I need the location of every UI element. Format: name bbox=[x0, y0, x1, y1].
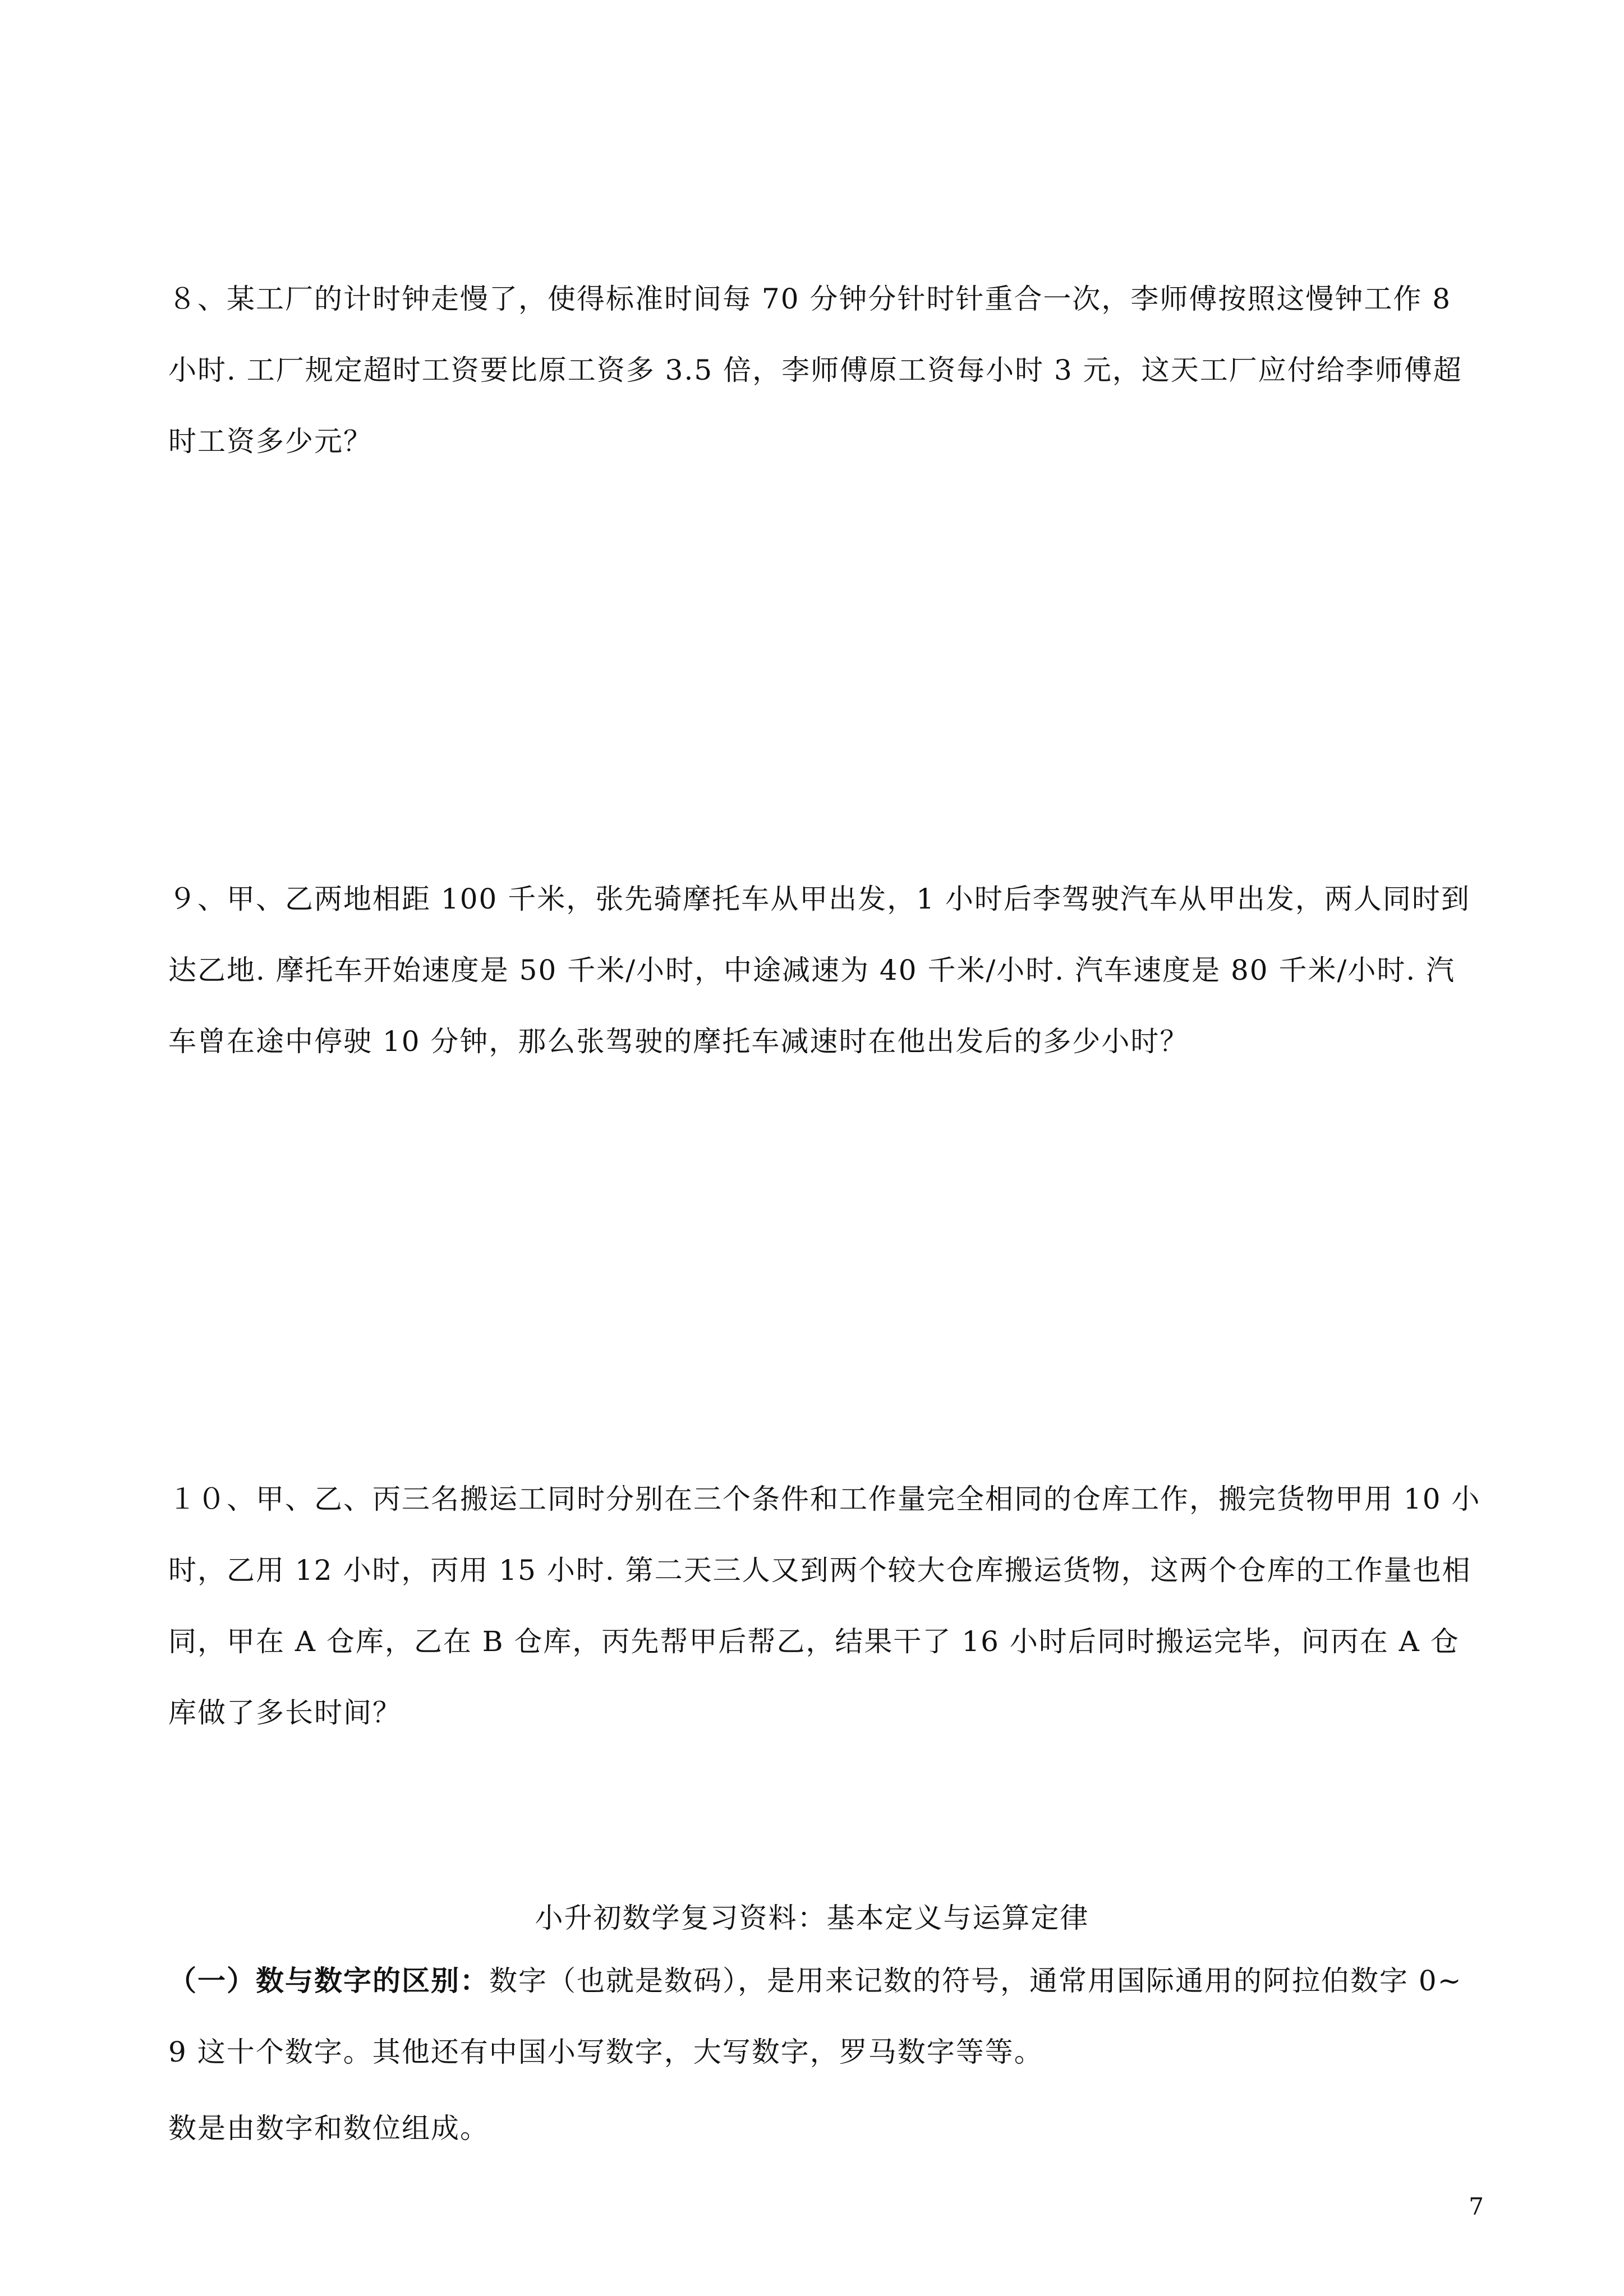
review-title: 小升初数学复习资料：基本定义与运算定律 bbox=[535, 1902, 1089, 1934]
question-10: １０、甲、乙、丙三名搬运工同时分别在三个条件和工作量完全相同的仓库工作，搬完货物甲用 10 小时，乙用 12 小时，丙用 15 小时. 第二天三人又到两个较大仓库搬运货物，这两个仓库的工作量也相同，甲在 A 仓库，乙在 B 仓库，丙先帮甲后帮乙，结果干了 16 小时后同时搬运完毕，问丙在 A 仓库做了多长时间？ bbox=[168, 1483, 1481, 1729]
section-1-note: 数是由数字和数位组成。 bbox=[168, 2112, 489, 2145]
page-number: 7 bbox=[1469, 2193, 1484, 2220]
section-1-paragraph bbox=[168, 1945, 1481, 2088]
question-9: ９、甲、乙两地相距 100 千米，张先骑摩托车从甲出发，1 小时后李驾驶汽车从甲出发，两人同时到达乙地. 摩托车开始速度是 50 千米/小时，中途减速为 40 千米/小时. 汽车速度是 80 千米/小时. 汽车曾在途中停驶 10 分钟，那么张驾驶的摩托车减速时在他出发后的多少小时？ bbox=[168, 883, 1470, 1058]
question-8: ８、某工厂的计时钟走慢了，使得标准时间每 70 分钟分针时针重合一次，李师傅按照这慢钟工作 8 小时. 工厂规定超时工资要比原工资多 3.5 倍，李师傅原工资每小时 3 元，这天工厂应付给李师傅超时工资多少元？ bbox=[168, 283, 1462, 458]
section-1-body: 数字（也就是数码），是用来记数的符号，通常用国际通用的阿拉伯数字 0~9 这十个数字。其他还有中国小写数字，大写数字，罗马数字等等。 bbox=[168, 1965, 1462, 2068]
section-1-heading: （一）数与数字的区别： bbox=[168, 1964, 489, 1997]
